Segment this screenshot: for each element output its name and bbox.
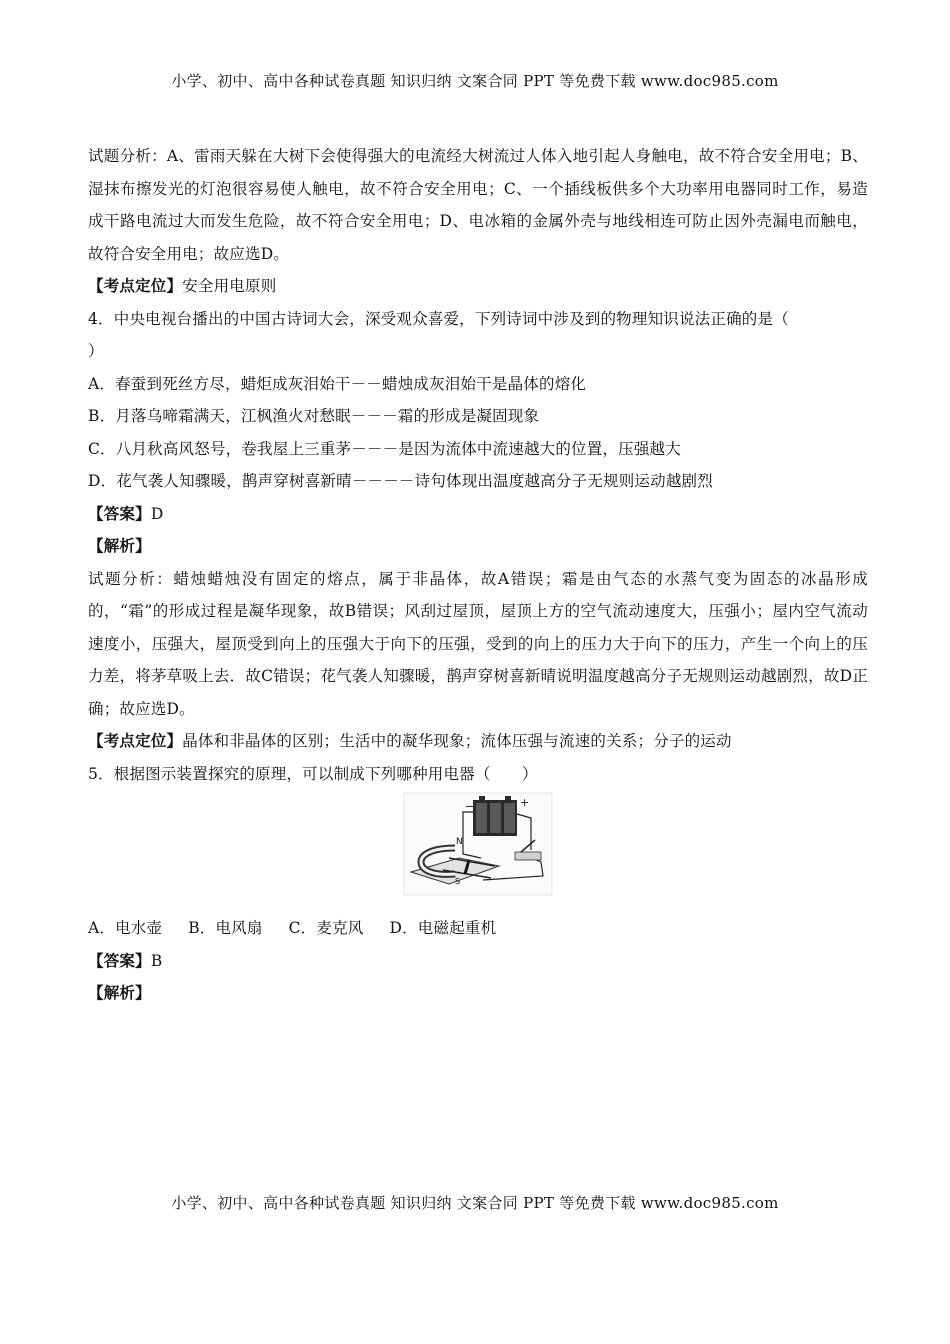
q4-option-d: D．花气袭人知骤暖，鹊声穿树喜新晴－－－－诗句体现出温度越高分子无规则运动越剧烈 (88, 472, 713, 490)
kaodian-tag: 【考点定位】 (88, 276, 183, 295)
q4-kaodian (88, 725, 868, 758)
q4-stem: 4．中央电视台播出的中国古诗词大会，深受观众喜爱，下列诗词中涉及到的物理知识说法正确的是（ (88, 309, 789, 328)
q5-option-a: A．电水壶 (88, 919, 163, 937)
q3-kaodian (88, 270, 868, 303)
kaodian-tag: 【考点定位】 (88, 731, 183, 750)
q4-analysis: 试题分析：蜡烛蜡烛没有固定的熔点，属于非晶体，故A错误；霜是由气态的水蒸气变为固态的冰晶形成的，“霜”的形成过程是凝华现象，故B错误；风刮过屋顶，屋顶上方的空气流动速度大，压强小；屋内空气流动速度小，压强大，屋顶受到向上的压强大于向下的压强，受到的向上的压力大于向下的压力，产生一个向上的压力差，将茅草吸上去．故C错误；花气袭人知骤暖，鹊声穿树喜新晴说明温度越高分子无规则运动越剧烈，故D正确；故应选D。 (88, 569, 868, 718)
magnet-north-label: N (456, 837, 463, 847)
q5-option-c: C．麦克风 (288, 919, 364, 937)
battery-plus-label: + (520, 796, 530, 809)
magnet-south-label: S (455, 877, 461, 886)
q4-jiexi-tag: 【解析】 (88, 536, 151, 555)
q5-jiexi-tag: 【解析】 (88, 983, 151, 1002)
page-content (88, 140, 868, 1010)
battery-icon (473, 796, 517, 836)
q5-option-b: B．电风扇 (188, 919, 263, 937)
page-header: 小学、初中、高中各种试卷真题 知识归纳 文案合同 PPT 等免费下载 www.doc985.com (171, 72, 779, 90)
q5-answer (88, 945, 868, 978)
q5-options (88, 912, 868, 945)
q4-option-a: A．春蚕到死丝方尽，蜡炬成灰泪始干－－蜡烛成灰泪始干是晶体的熔化 (88, 374, 587, 393)
battery-minus-label: − (465, 800, 475, 813)
q4-option-c: C．八月秋高风怒号，卷我屋上三重茅－－－是因为流体中流速越大的位置，压强越大 (88, 439, 681, 458)
answer-value: D (150, 504, 164, 523)
q5-figure (88, 792, 868, 904)
q4-stem-end: ） (88, 342, 104, 360)
q4-option-b: B．月落乌啼霜满天，江枫渔火对愁眠－－－霜的形成是凝固现象 (88, 407, 540, 425)
kaodian-text: 晶体和非晶体的区别；生活中的凝华现象；流体压强与流速的关系；分子的运动 (182, 732, 732, 750)
page-footer: 小学、初中、高中各种试卷真题 知识归纳 文案合同 PPT 等免费下载 www.doc985.com (171, 1194, 779, 1212)
answer-tag: 【答案】 (88, 503, 151, 523)
motor-apparatus-figure (403, 792, 553, 896)
q5-stem: 5．根据图示装置探究的原理，可以制成下列哪种用电器（ ） (88, 764, 538, 783)
answer-value: B (150, 951, 163, 970)
q4-answer (88, 498, 868, 531)
q3-analysis: 试题分析：A、雷雨天躲在大树下会使得强大的电流经大树流过人体入地引起人身触电，故不符合安全用电；B、湿抹布擦发光的灯泡很容易使人触电，故不符合安全用电；C、一个插线板供多个大功率用电器同时工作，易造成干路电流过大而发生危险，故不符合安全用电；D、电冰箱的金属外壳与地线相连可防止因外壳漏电而触电，故符合安全用电；故应选D。 (88, 147, 868, 263)
kaodian-text: 安全用电原则 (182, 277, 277, 295)
q5-option-d: D．电磁起重机 (389, 919, 497, 937)
answer-tag: 【答案】 (88, 950, 151, 970)
